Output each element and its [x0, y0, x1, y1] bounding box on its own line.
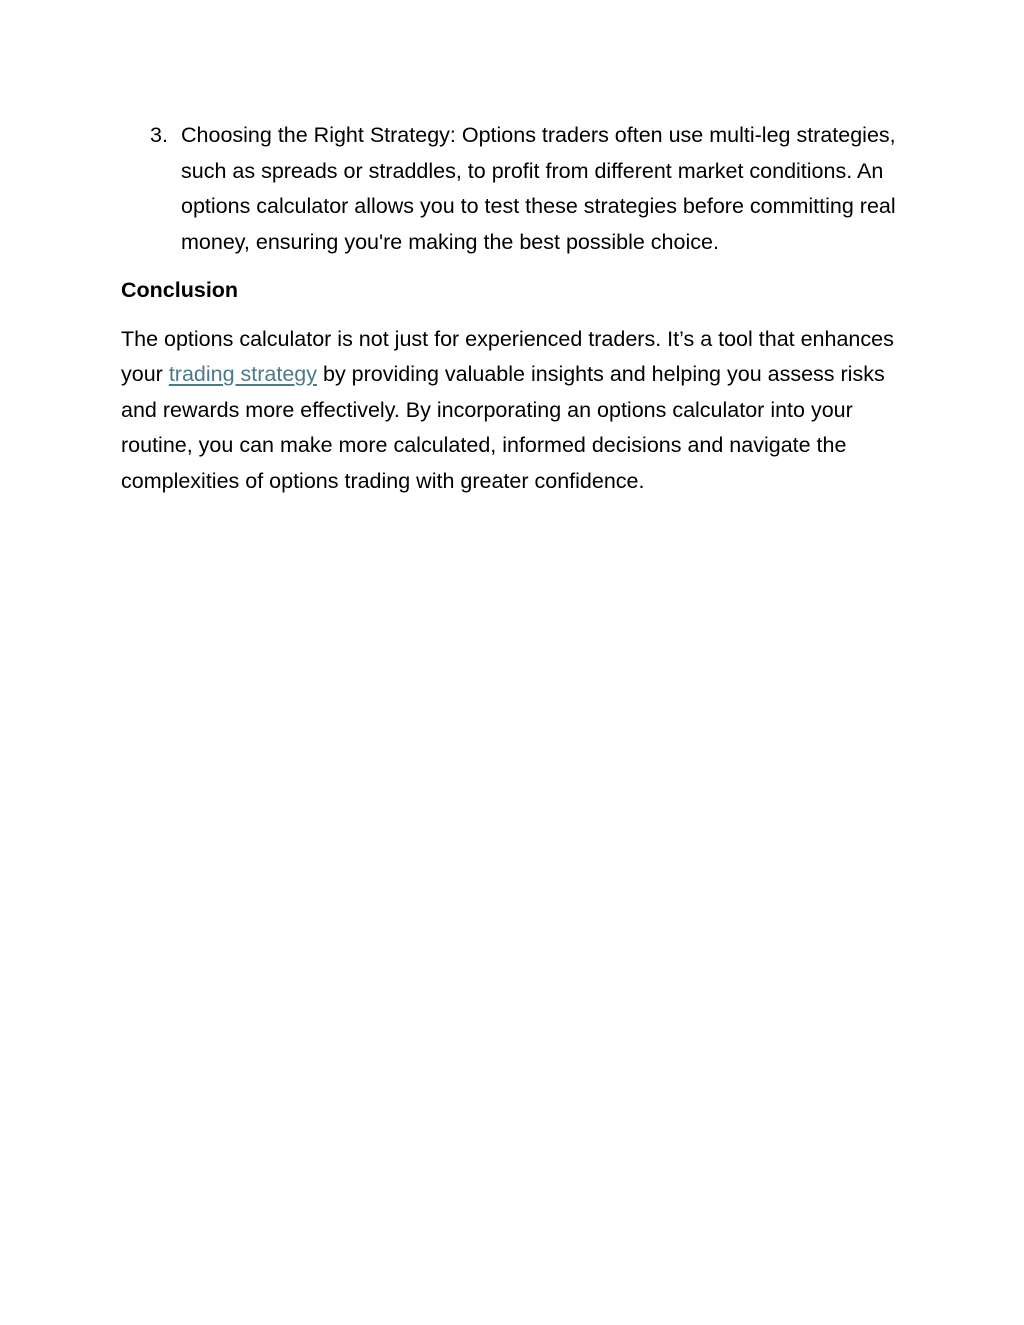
list-item-number: 3.: [150, 123, 168, 147]
section-heading: Conclusion: [121, 278, 239, 302]
document-body: [121, 118, 911, 499]
trading-strategy-link[interactable]: trading strategy: [168, 362, 318, 386]
paragraph-text-before-link: The options calculator is not just for experienced traders. It’s a tool that enhances your: [121, 326, 894, 386]
paragraph-text-after-link: by providing valuable insights and helping you assess risks and rewards more effectively. By incorporating an options calculator into your routine, you can make more calculated, informed decisions and navigate the complexities of options trading with greater confidence.: [121, 362, 885, 493]
list-item: [121, 118, 911, 260]
conclusion-paragraph: [121, 322, 911, 500]
list-item-text: Choosing the Right Strategy: Options traders often use multi-leg strategies, such as spreads or straddles, to profit from different market conditions. An options calculator allows you to test these strategies before committing real money, ensuring you're making the best possible choice.: [181, 123, 896, 254]
